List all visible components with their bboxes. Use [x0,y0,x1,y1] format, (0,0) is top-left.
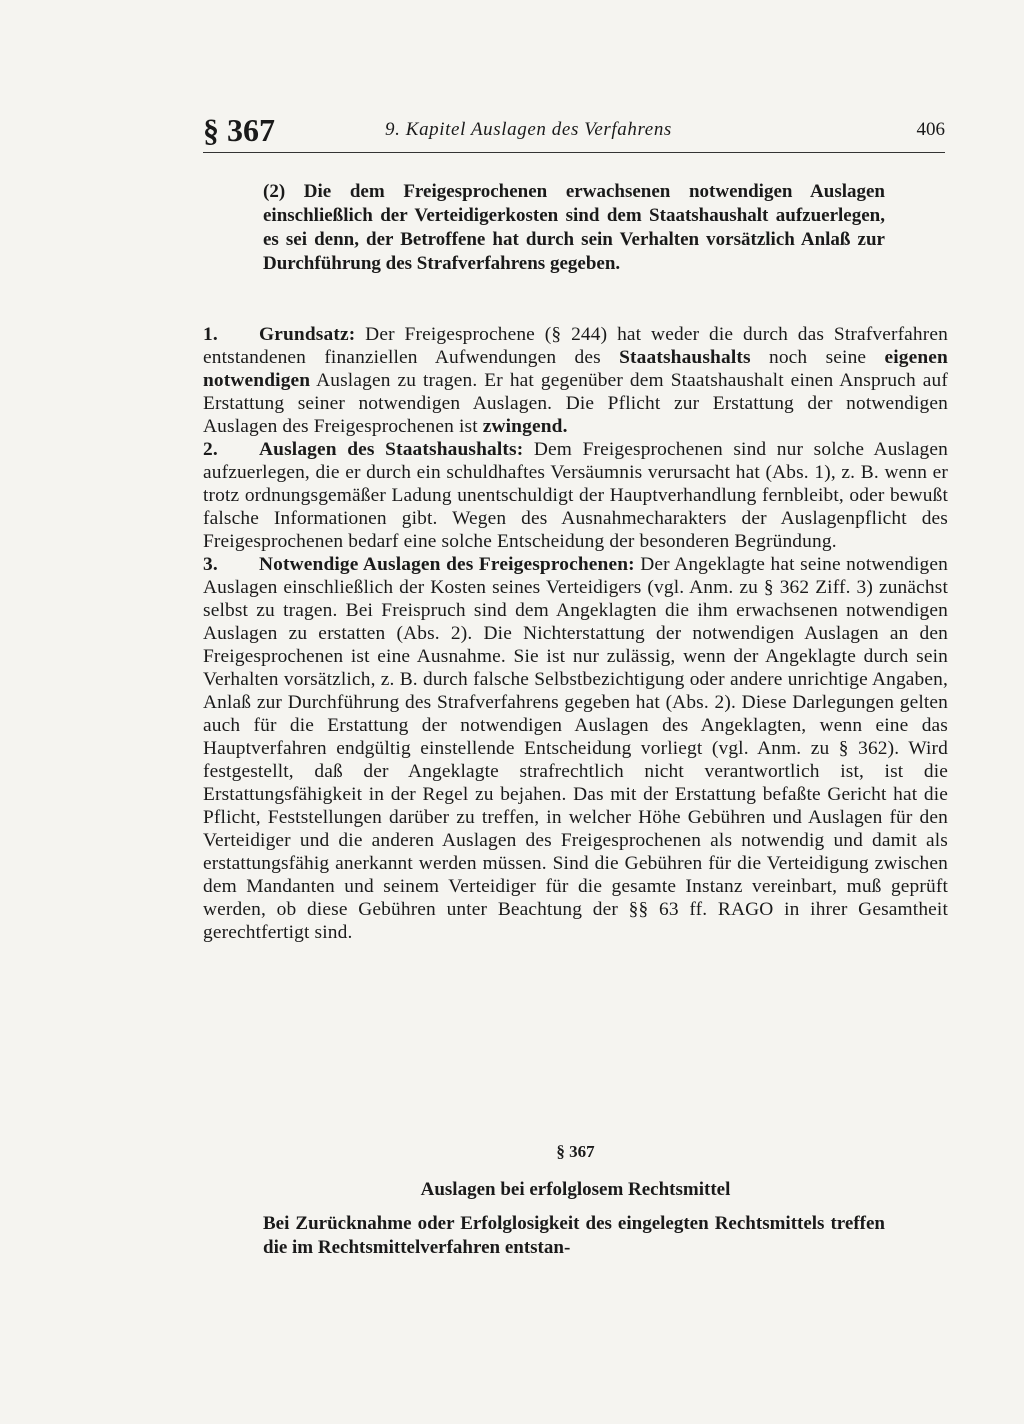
page-header [203,112,945,156]
commentary [203,323,948,944]
commentary-emphasis: Staatshaushalts [619,347,751,368]
commentary-item-3 [203,553,948,944]
header-page-number: 406 [916,119,945,140]
commentary-text: Der Freigesprochene (§ 244) hat weder die durch das Strafverfahren entstandenen finanziellen Aufwendungen des [203,324,948,368]
commentary-text: Der Angeklagte hat seine notwendigen Auslagen einschließlich der Kosten seines Verteidigers (vgl. Anm. zu § 362 Ziff. 3) zunächst selbst zu tragen. Bei Freispruch sind dem Angeklagten die ihm erwachsenen notwendigen Auslagen zu erstatten (Abs. 2). Die Nichterstattung der notwendigen Auslagen an den Freigesprochenen ist eine Ausnahme. Sie ist nur zulässig, wenn der Angeklagte durch sein Verhalten vorsätzlich, z. B. durch falsche Selbstbezichtigung oder andere unrichtige Angaben, Anlaß zur Durchführung des Strafverfahrens gegeben hat (Abs. 2). Diese Darlegungen gelten auch für die Erstattung der notwendigen Auslagen des Angeklagten, wenn eine das Hauptverfahren endgültig einstellende Entscheidung vorliegt (vgl. Anm. zu § 362). Wird festgestellt, daß der Angeklagte strafrechtlich nicht verantwortlich ist, ist die Erstattungsfähigkeit in der Regel zu bejahen. Das mit der Erstattung befaßte Gericht hat die Pflicht, Feststellungen darüber zu treffen, in welcher Höhe Gebühren und Auslagen für den Verteidiger und die anderen Auslagen des Freigesprochenen als notwendig und damit als erstattungsfähig anerkannt werden müssen. Sind die Gebühren für die Verteidigung zwischen dem Mandanten und seinem Verteidiger für die gesamte Instanz vereinbart, muß geprüft werden, ob diese Gebühren unter Beachtung der §§ 63 ff. RAGO in ihrer Gesamtheit gerechtfertigt sind. [203,554,948,943]
commentary-item-lead: Grundsatz: [259,324,356,345]
commentary-item-lead: Notwendige Auslagen des Freigesprochenen: [259,554,635,575]
header-section-number: § 367 [203,112,275,148]
commentary-text: Auslagen zu tragen. Er hat gegenüber dem Staatshaushalt einen Anspruch auf Erstattung seiner notwendigen Auslagen. Die Pflicht zur Erstattung der notwendigen Auslagen des Freigesprochenen ist [203,370,948,437]
commentary-text: Dem Freigesprochenen sind nur solche Auslagen aufzuerlegen, die er durch ein schuldhaftes Versäumnis verursacht hat (Abs. 1), z. B. wenn er trotz ordnungsgemäßer Ladung unentschuldigt der Hauptverhandlung fernbleibt, oder bewußt falsche Informationen gibt. Wegen des Ausnahmecharakters der Auslagenpflicht des Freigesprochenen bedarf eine solche Entscheidung der besonderen Begründung. [203,439,948,552]
commentary-emphasis: eigenen notwendigen [203,347,948,391]
section-heading: Auslagen bei erfolglosem Rechtsmittel [420,1179,731,1200]
commentary-item-2 [203,438,948,553]
section-number-title: § 367 [556,1142,595,1161]
commentary-item-lead: Auslagen des Staatshaushalts: [259,439,524,460]
law-text-section-367: Bei Zurücknahme oder Erfolglosigkeit des eingelegten Rechtsmittels treffen die im Rechtsmittelverfahren entstan- [263,1213,885,1258]
header-chapter-title: 9. Kapitel Auslagen des Verfahrens [385,119,672,140]
commentary-emphasis: zwingend. [482,416,568,437]
commentary-item-1 [203,323,948,438]
commentary-item-number: 2. [203,439,218,460]
header-rule [203,152,945,153]
commentary-text: noch seine [750,347,885,368]
law-text-paragraph-2: (2) Die dem Freigesprochenen erwachsenen notwendigen Auslagen einschließlich der Verteidigerkosten sind dem Staatshaushalt aufzuerlegen, es sei denn, der Betroffene hat durch sein Verhalten vorsätzlich Anlaß zur Durchführung des Strafverfahrens gegeben. [263,181,885,274]
commentary-item-number: 3. [203,554,218,575]
commentary-item-number: 1. [203,324,218,345]
